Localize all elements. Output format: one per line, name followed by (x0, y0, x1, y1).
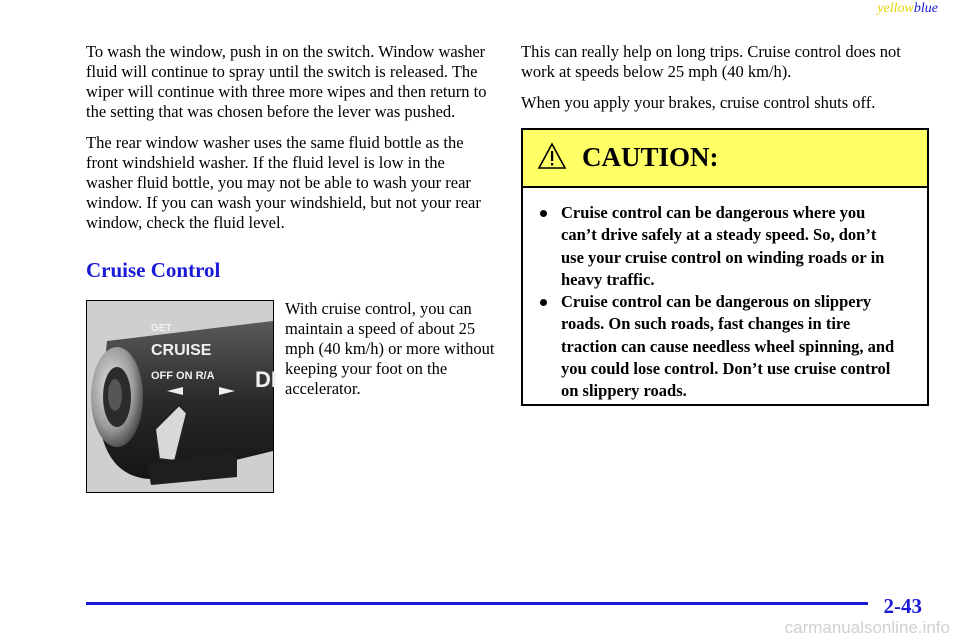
caution-item (531, 202, 901, 291)
caution-header (523, 130, 927, 188)
figure-text: With cruise control, you can maintain a speed of about 25 mph (40 km/h) or more without keeping your foot on the accelerator. (285, 299, 495, 398)
right-column (521, 42, 921, 124)
page-number: 2-43 (883, 594, 922, 618)
caution-item-text: Cruise control can be dangerous where you can’t drive safely at a steady speed. So, don’t use your cruise control on winding roads or in heavy traffic. (561, 203, 885, 289)
header-color-tag (877, 1, 938, 17)
cruise-lever-illustration (87, 301, 277, 492)
lever-label-modes: OFF ON R/A (151, 370, 215, 382)
cruise-control-figure (86, 300, 277, 493)
lever-label-side: DI (255, 367, 277, 392)
header-tag-yellow: yellow (877, 1, 914, 16)
caution-item (531, 291, 901, 402)
footer-rule (86, 602, 868, 605)
bullet-icon (540, 210, 547, 217)
lever-label-main: CRUISE (151, 342, 212, 359)
caution-box (521, 128, 929, 406)
paragraph-long-trips: This can really help on long trips. Cruise control does not work at speeds below 25 mph (40 km/h). (521, 42, 901, 81)
paragraph-rear-washer: The rear window washer uses the same fluid bottle as the front windshield washer. If the fluid level is low in the washer fluid bottle, you may not be able to wash your rear window. If you can wash your windshield, but not your rear window, check the fluid level. (86, 133, 481, 232)
paragraph-washer: To wash the window, push in on the switch. Window washer fluid will continue to spray until the switch is released. The wiper will continue with three more wipes and then return to the setting that was chosen before the lever was pushed. (86, 42, 487, 121)
bullet-icon (540, 299, 547, 306)
lever-label-top: GET (151, 323, 172, 334)
watermark: carmanualsonline.info (784, 618, 950, 637)
left-column (86, 42, 488, 244)
section-heading: Cruise Control (86, 258, 221, 282)
header-tag-blue: blue (913, 1, 938, 16)
paragraph-brakes: When you apply your brakes, cruise control shuts off. (521, 93, 876, 112)
caution-title: CAUTION: (582, 142, 719, 172)
warning-triangle-icon (537, 142, 567, 170)
caution-list (531, 202, 901, 403)
caution-item-text: Cruise control can be dangerous on slippery roads. On such roads, fast changes in tire traction can cause needless wheel spinning, and you could lose control. Don’t use cruise control on slippery roads. (561, 292, 895, 401)
